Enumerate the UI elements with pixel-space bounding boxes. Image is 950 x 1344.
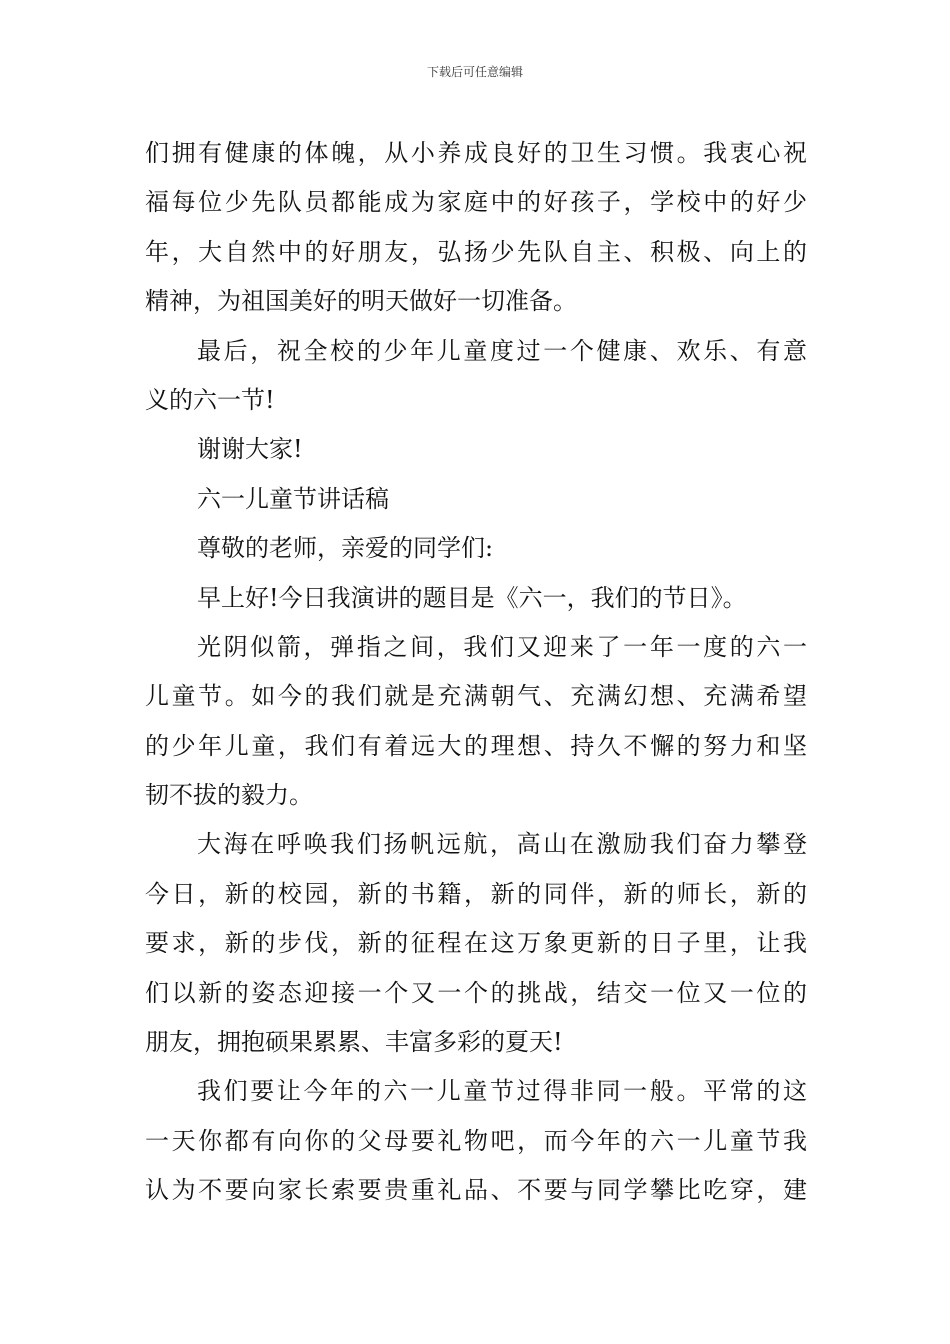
text-line: 尊敬的老师，亲爱的同学们: <box>197 534 494 563</box>
text-line: 朋友，拥抱硕果累累、丰富多彩的夏天! <box>145 1028 563 1057</box>
text-line: 要求，新的步伐，新的征程在这万象更新的日子里，让我 <box>145 929 807 958</box>
text-line: 们拥有健康的体魄，从小养成良好的卫生习惯。我衷心祝 <box>145 139 807 167</box>
section-title: 六一儿童节讲话稿 <box>197 484 389 513</box>
text-line: 们以新的姿态迎接一个又一个的挑战，结交一位又一位的 <box>145 978 807 1007</box>
text-line: 大海在呼唤我们扬帆远航，高山在激励我们奋力攀登 <box>197 830 807 859</box>
text-line: 光阴似箭，弹指之间，我们又迎来了一年一度的六一 <box>197 632 807 661</box>
text-line: 义的六一节! <box>145 385 275 414</box>
text-line: 今日，新的校园，新的书籍，新的同伴，新的师长，新的 <box>145 879 807 908</box>
text-line: 一天你都有向你的父母要礼物吧，而今年的六一儿童节我 <box>145 1126 807 1155</box>
text-line: 早上好!今日我演讲的题目是《六一，我们的节日》。 <box>197 583 747 612</box>
text-line: 儿童节。如今的我们就是充满朝气、充满幻想、充满希望 <box>145 682 807 711</box>
text-line: 谢谢大家! <box>197 435 303 464</box>
text-line: 精神，为祖国美好的明天做好一切准备。 <box>145 287 577 316</box>
text-line: 福每位少先队员都能成为家庭中的好孩子，学校中的好少 <box>145 188 807 217</box>
text-line: 最后，祝全校的少年儿童度过一个健康、欢乐、有意 <box>197 336 807 365</box>
text-line: 认为不要向家长索要贵重礼品、不要与同学攀比吃穿，建 <box>145 1176 807 1205</box>
page-header: 下载后可任意编辑 <box>426 65 523 79</box>
document-body <box>145 129 807 1216</box>
text-line: 我们要让今年的六一儿童节过得非同一般。平常的这 <box>197 1077 807 1106</box>
text-line: 的少年儿童，我们有着远大的理想、持久不懈的努力和坚 <box>145 731 807 760</box>
text-line: 年，大自然中的好朋友，弘扬少先队自主、积极、向上的 <box>145 237 807 266</box>
text-line: 韧不拔的毅力。 <box>145 781 313 810</box>
